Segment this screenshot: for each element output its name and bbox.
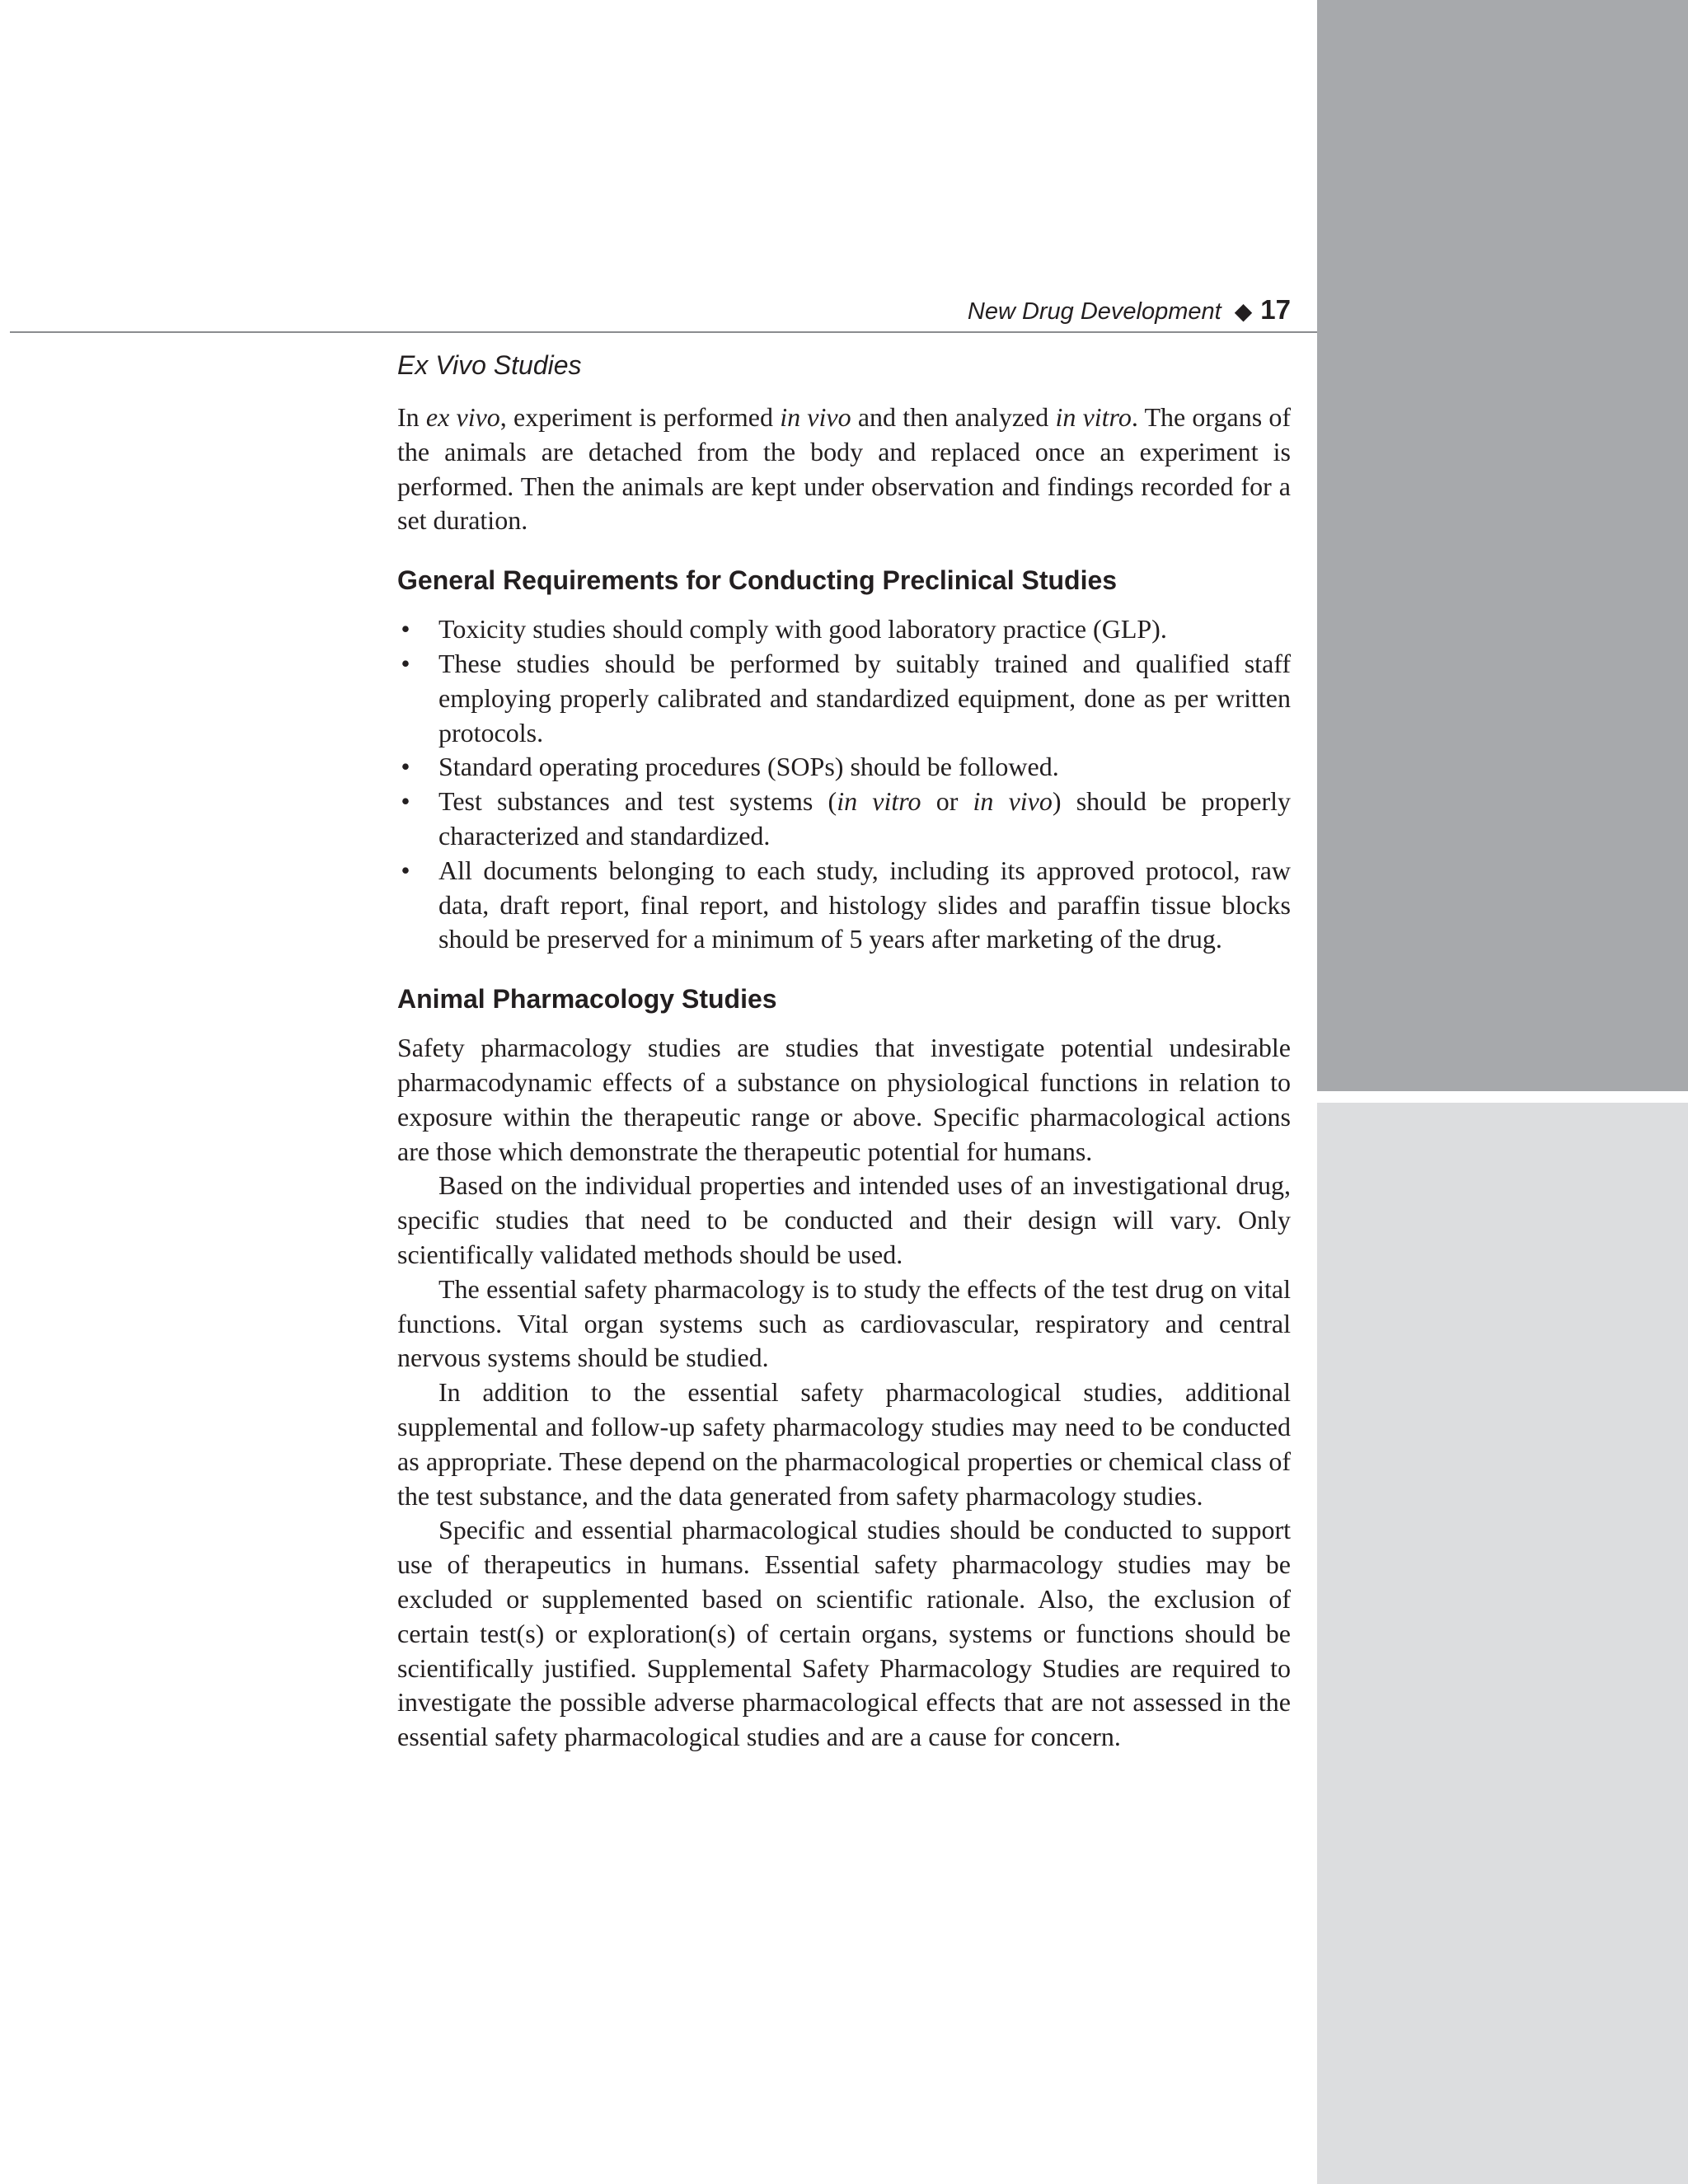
list-item-text — [438, 786, 1291, 851]
italic-term: ex vivo — [425, 402, 500, 432]
page-number: 17 — [1260, 294, 1291, 325]
list-item — [397, 854, 1291, 957]
text-run: In — [397, 402, 426, 432]
italic-term: in vitro — [837, 786, 921, 817]
text-run: or — [921, 786, 973, 817]
list-item-text: Standard operating procedures (SOPs) should be followed. — [438, 752, 1059, 782]
animal-paragraph: Based on the individual properties and intended uses of an investigational drug, specific studies that need to be conducted and their design will vary. Only scientifically validated methods should be used. — [397, 1170, 1291, 1269]
list-item — [397, 785, 1291, 854]
text-run: , experiment is performed — [499, 402, 781, 432]
general-requirements-heading: General Requirements for Conducting Preclinical Studies — [397, 565, 1118, 596]
list-item-text: All documents belonging to each study, including its approved protocol, raw data, draft report, final report, and histology slides and paraffin tissue blocks should be preserved for a minimum of 5 years after marketing of the drug. — [438, 855, 1291, 954]
text-run: . The organs of the animals are detached from the body and replaced once an experiment is performed. Then the animals are kept under observation and findings recorded for a set duration. — [397, 402, 1292, 536]
animal-paragraph: In addition to the essential safety pharmacological studies, additional supplemental and follow-up safety pharmacology studies may need to be conducted as appropriate. These depend on the pharmacological properties or chemical class of the test substance, and the data generated from safety pharmacology studies. — [397, 1377, 1291, 1511]
list-item — [397, 612, 1291, 647]
animal-paragraph: The essential safety pharmacology is to study the effects of the test drug on vital functions. Vital organ systems such as cardiovascular, respiratory and central nervous systems should be studied. — [397, 1273, 1291, 1373]
side-thumb-tab-dark — [1317, 0, 1688, 1091]
list-item — [397, 750, 1291, 785]
italic-term: in vivo — [973, 786, 1053, 817]
list-item-text: Toxicity studies should comply with good laboratory practice (GLP). — [438, 614, 1167, 644]
list-item — [397, 647, 1291, 750]
bullet-icon: • — [401, 752, 410, 782]
header-rule — [10, 331, 1317, 333]
animal-paragraph: Specific and essential pharmacological studies should be conducted to support use of therapeutics in humans. Essential safety pharmacology studies may be excluded or supplemented based on scientific rationale. Also, the exclusion of certain test(s) or exploration(s) of certain organs, systems or functions should be scientifically justified. Supplemental Safety Pharmacology Studies are required to investigate the possible adverse pharmacological effects that are not assessed in the essential safety pharmacological studies and are a cause for concern. — [397, 1515, 1291, 1752]
text-run: and then analyzed — [851, 402, 1056, 432]
running-head — [0, 290, 1291, 330]
ex-vivo-heading: Ex Vivo Studies — [397, 350, 582, 380]
text-run: Test substances and test systems ( — [438, 786, 837, 817]
bullet-icon: • — [401, 786, 410, 817]
diamond-icon: ◆ — [1234, 298, 1253, 324]
italic-term: in vitro — [1055, 402, 1132, 432]
italic-term: in vivo — [780, 402, 851, 432]
animal-pharmacology-heading: Animal Pharmacology Studies — [397, 984, 777, 1015]
side-thumb-tab-light — [1317, 1103, 1688, 2184]
animal-paragraph: Safety pharmacology studies are studies that investigate potential undesirable pharmacodynamic effects of a substance on physiological functions in relation to exposure within the therapeutic range or above. Specific pharmacological actions are those which demonstrate the therapeutic potential for humans. — [397, 1033, 1291, 1166]
ex-vivo-paragraph — [397, 401, 1291, 538]
requirements-list — [397, 612, 1291, 957]
running-title: New Drug Development — [967, 298, 1221, 325]
list-item-text: These studies should be performed by suitably trained and qualified staff employing properly calibrated and standardized equipment, done as per written protocols. — [438, 648, 1291, 748]
bullet-icon: • — [401, 855, 410, 885]
page-body — [397, 348, 1291, 1755]
text-run: ) should be properly characterized and standardized. — [438, 786, 1292, 851]
bullet-icon: • — [401, 614, 410, 644]
bullet-icon: • — [401, 648, 410, 678]
